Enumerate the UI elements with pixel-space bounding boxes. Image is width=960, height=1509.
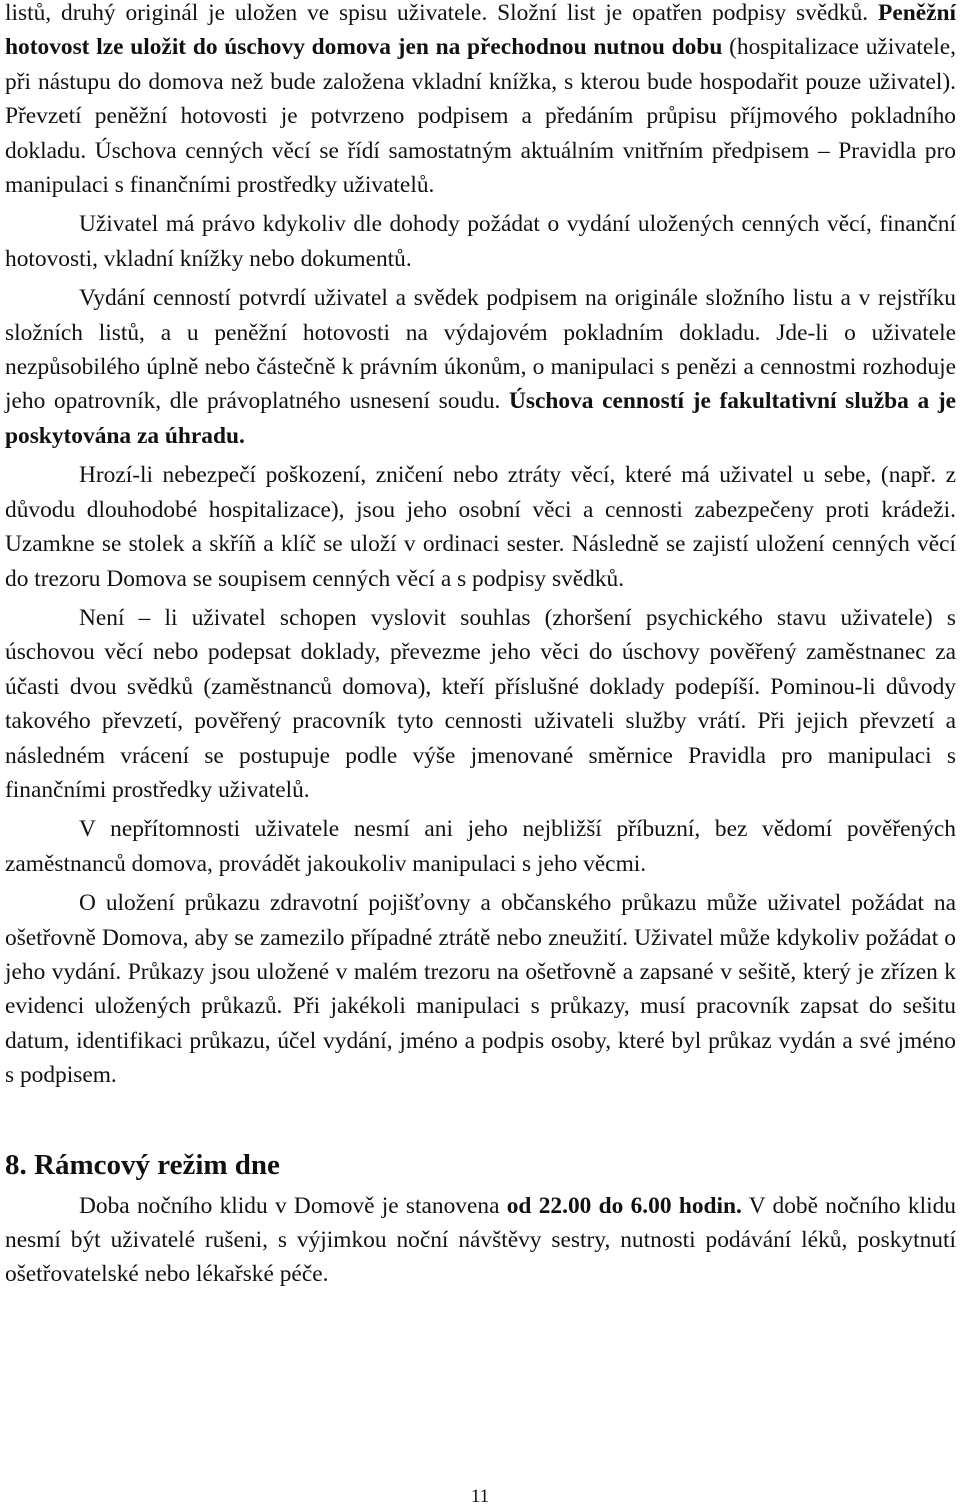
bold-text-run: Úschova cenností je fakultativní služba a je poskytována za úhradu. bbox=[5, 388, 956, 449]
text-run: V nepřítomnosti uživatele nesmí ani jeho nejbližší příbuzní, bez vědomí pověřených zaměstnanců domova, provádět jakoukoliv manipulaci s jeho věcmi. bbox=[5, 816, 956, 877]
section-number: 8. bbox=[5, 1148, 27, 1181]
paragraph-withdrawal-right bbox=[5, 207, 956, 276]
paragraph-valuables-storage bbox=[5, 0, 956, 202]
bold-text-run: Peněžní hotovost lze uložit do úschovy domova jen na přechodnou nutnou dobu bbox=[5, 0, 956, 61]
paragraph-consent-unavailable bbox=[5, 601, 956, 807]
paragraph-release-of-valuables bbox=[5, 281, 956, 453]
paragraph-id-cards-storage bbox=[5, 886, 956, 1092]
page-number: 11 bbox=[470, 1486, 490, 1507]
text-run: listů, druhý originál je uložen ve spisu uživatele. Složní list je opatřen podpisy svědků. bbox=[5, 0, 879, 26]
text-run: Uživatel má právo kdykoliv dle dohody požádat o vydání uložených cenných věcí, finanční hotovosti, vkladní knížky nebo dokumentů. bbox=[5, 211, 956, 272]
text-run: O uložení průkazu zdravotní pojišťovny a občanského průkazu může uživatel požádat na ošetřovně Domova, aby se zamezilo případné ztrátě nebo zneužití. Uživatel může kdykoliv požádat o jeho vydání. Průkazy jsou uložené v malém trezoru na ošetřovně a zapsané v sešitě, který je zřízen k evidenci uložených průkazů. Při jakékoli manipulaci s průkazy, musí pracovník zapsat do sešitu datum, identifikaci průkazu, účel vydání, jméno a podpis osoby, které byl průkaz vydán a své jméno s podpisem. bbox=[5, 890, 956, 1089]
document-page bbox=[5, 0, 956, 1297]
text-run: Vydání cenností potvrdí uživatel a svědek podpisem na originále složního listu a v rejstříku složních listů, a u peněžní hotovosti na výdajovém pokladním dokladu. Jde-li o uživatele nezpůsobilého úplně nebo částečně k právním úkonům, o manipulaci s penězi a cennostmi rozhoduje jeho opatrovník, dle právoplatného usnesení soudu. bbox=[5, 285, 956, 415]
bold-text-run: od 22.00 do 6.00 hodin. bbox=[506, 1192, 742, 1219]
text-run: Doba nočního klidu v Domově je stanovena bbox=[79, 1192, 507, 1219]
text-run: V době nočního klidu nesmí být uživatelé rušeni, s výjimkou noční návštěvy sestry, nutnosti podávání léků, poskytnutí ošetřovatelské nebo lékařské péče. bbox=[5, 1192, 956, 1288]
paragraph-absence-rule bbox=[5, 812, 956, 881]
section-title: Rámcový režim dne bbox=[34, 1148, 280, 1181]
section-heading bbox=[5, 1147, 956, 1183]
paragraph-risk-of-damage bbox=[5, 458, 956, 596]
text-run: Není – li uživatel schopen vyslovit souhlas (zhoršení psychického stavu uživatele) s úschovou věcí nebo podepsat doklady, převezme jeho věci do úschovy pověřený zaměstnanec za účasti dvou svědků (zaměstnanců domova), kteří příslušné doklady podepíší. Pominou-li důvody takového převzetí, pověřený pracovník tyto cennosti uživateli služby vrátí. Při jejich převzetí a následném vrácení se postupuje podle výše jmenované směrnice Pravidla pro manipulaci s finančními prostředky uživatelů. bbox=[5, 604, 956, 803]
text-run: (hospitalizace uživatele, při nástupu do domova než bude založena vkladní knížka, s kterou bude hospodařit pouze uživatel). Převzetí peněžní hotovosti je potvrzeno podpisem a předáním průpisu příjmového pokladního dokladu. Úschova cenných věcí se řídí samostatným aktuálním vnitřním předpisem – Pravidla pro manipulaci s finančními prostředky uživatelů. bbox=[5, 34, 956, 199]
text-run: Hrozí-li nebezpečí poškození, zničení nebo ztráty věcí, které má uživatel u sebe, (např. z důvodu dlouhodobé hospitalizace), jsou jeho osobní věci a cennosti zabezpečeny proti krádeži. Uzamkne se stolek a skříň a klíč se uloží v ordinaci sester. Následně se zajistí uložení cenných věcí do trezoru Domova se soupisem cenných věcí a s podpisy svědků. bbox=[5, 462, 956, 592]
paragraph-night-rest bbox=[5, 1189, 956, 1292]
